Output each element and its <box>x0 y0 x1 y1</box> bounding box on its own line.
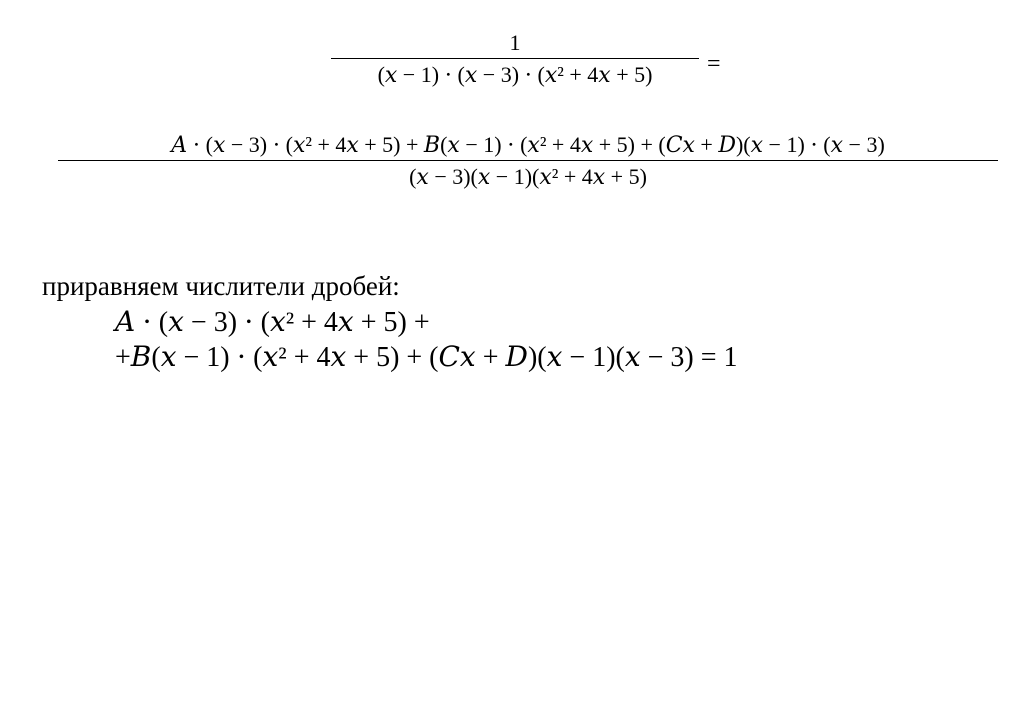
lhs-denominator: (𝑥 − 1) ⋅ (𝑥 − 3) ⋅ (𝑥² + 4𝑥 + 5) <box>377 62 653 88</box>
lhs-fraction <box>331 32 699 86</box>
rhs-denominator: (𝑥 − 3)(𝑥 − 1)(𝑥² + 4𝑥 + 5) <box>409 164 647 190</box>
rhs-fraction <box>58 134 998 188</box>
rhs-numerator: 𝐴 ⋅ (𝑥 − 3) ⋅ (𝑥² + 4𝑥 + 5) + 𝐵(𝑥 − 1) ⋅ (𝑥² + 4𝑥 + 5) + (𝐶𝑥 + 𝐷)(𝑥 − 1) ⋅ (𝑥 − 3) <box>171 132 885 157</box>
numerator-equation-line-2: +𝐵(𝑥 − 1) ⋅ (𝑥² + 4𝑥 + 5) + (𝐶𝑥 + 𝐷)(𝑥 − 1)(𝑥 − 3) = 1 <box>115 342 738 373</box>
rhs-fraction-bar <box>58 160 998 161</box>
lhs-fraction-bar <box>331 58 699 59</box>
caption-text: приравняем числители дробей: <box>42 271 400 301</box>
equals-sign: = <box>707 51 721 77</box>
numerator-equation-line-1: 𝐴 ⋅ (𝑥 − 3) ⋅ (𝑥² + 4𝑥 + 5) + <box>115 307 430 338</box>
lhs-numerator: 1 <box>509 30 521 55</box>
